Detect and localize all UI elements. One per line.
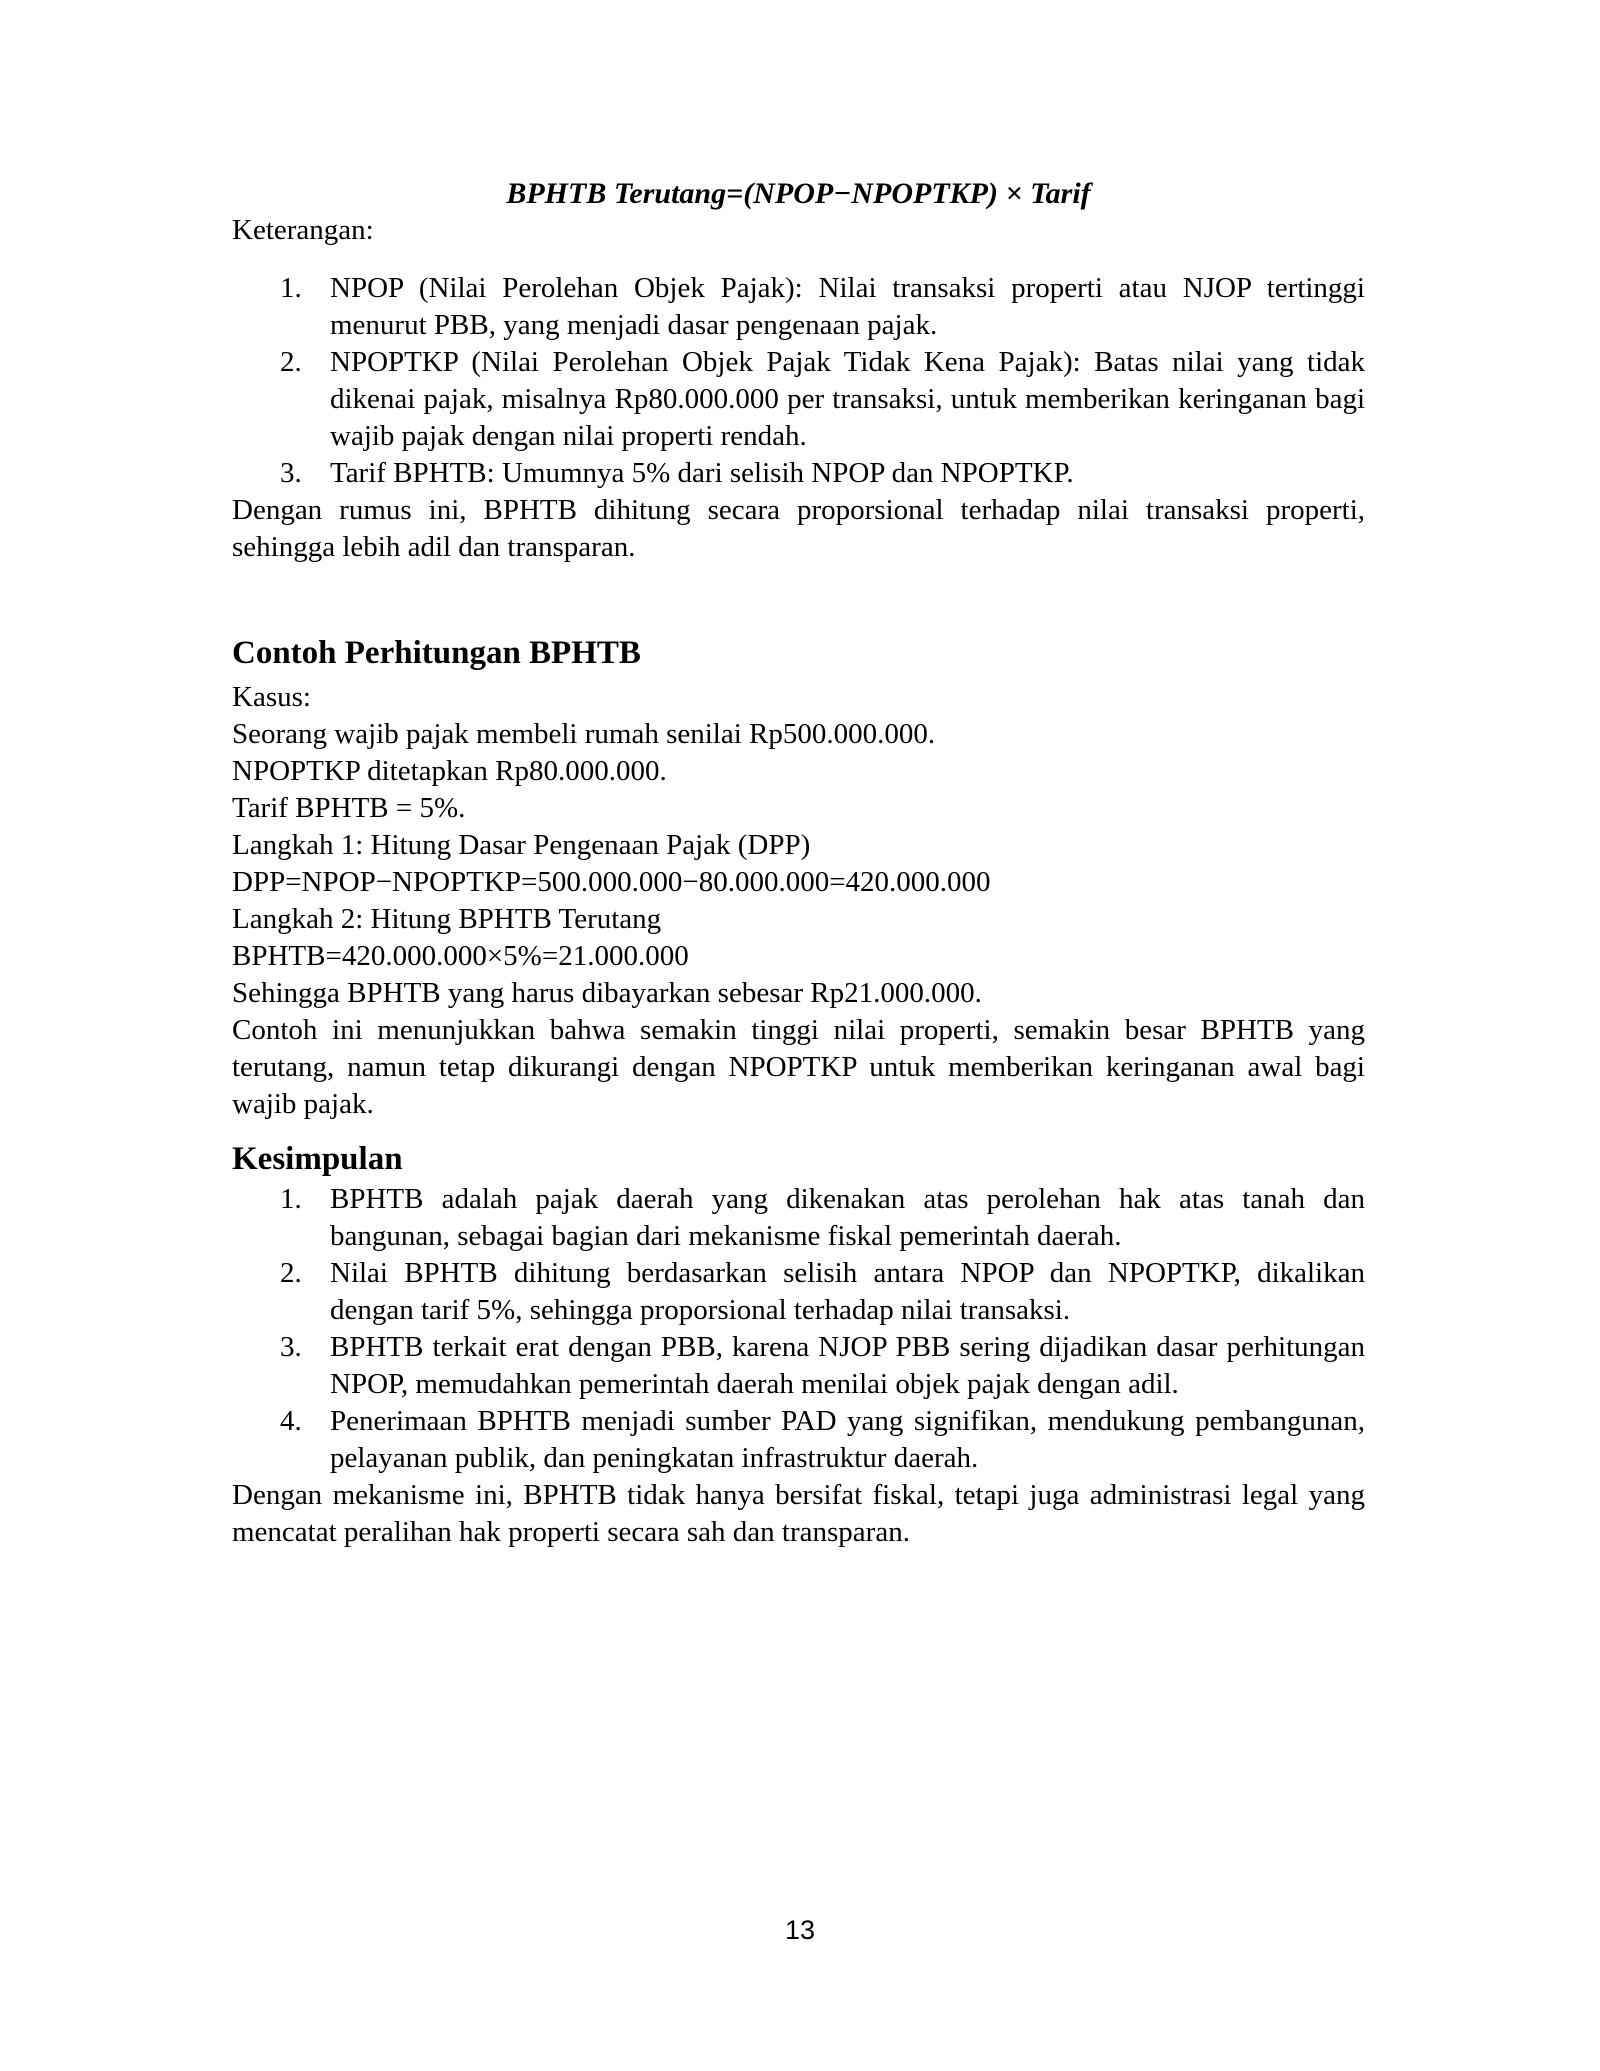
list-marker: 4.	[280, 1405, 302, 1437]
paragraph-bphtb-formula: BPHTB=420.000.000×5%=21.000.000	[232, 940, 689, 972]
list-marker: 1.	[280, 1183, 302, 1215]
paragraph-langkah-1: Langkah 1: Hitung Dasar Pengenaan Pajak (DPP)	[232, 829, 811, 861]
list-item	[232, 1181, 1365, 1255]
list-marker: 1.	[280, 272, 302, 304]
list-item	[232, 270, 1365, 344]
paragraph-keterangan-closing: Dengan rumus ini, BPHTB dihitung secara proporsional terhadap nilai transaksi properti, sehingga lebih adil dan transparan.	[232, 494, 1365, 563]
page-content	[232, 0, 1365, 1551]
list-item-text: BPHTB adalah pajak daerah yang dikenakan atas perolehan hak atas tanah dan bangunan, sebagai bagian dari mekanisme fiskal pemerintah daerah.	[330, 1183, 1365, 1252]
list-item-text: Tarif BPHTB: Umumnya 5% dari selisih NPOP dan NPOPTKP.	[330, 457, 1074, 489]
list-marker: 2.	[280, 346, 302, 378]
list-item	[232, 344, 1365, 455]
list-item-text: Nilai BPHTB dihitung berdasarkan selisih antara NPOP dan NPOPTKP, dikalikan dengan tarif 5%, sehingga proporsional terhadap nilai transaksi.	[330, 1257, 1365, 1326]
keterangan-list	[232, 270, 1365, 492]
list-item-text: NPOP (Nilai Perolehan Objek Pajak): Nilai transaksi properti atau NJOP tertinggi menurut PBB, yang menjadi dasar pengenaan pajak.	[330, 272, 1365, 341]
kasus-label: Kasus:	[232, 681, 311, 713]
list-marker: 3.	[280, 457, 302, 489]
formula-title: BPHTB Terutang=(NPOP−NPOPTKP) × Tarif	[506, 177, 1091, 210]
section-heading-contoh: Contoh Perhitungan BPHTB	[232, 635, 641, 671]
page-number: 13	[784, 1915, 816, 1945]
list-marker: 3.	[280, 1331, 302, 1363]
list-item-text: Penerimaan BPHTB menjadi sumber PAD yang signifikan, mendukung pembangunan, pelayanan publik, dan peningkatan infrastruktur daerah.	[330, 1405, 1365, 1474]
list-item	[232, 1403, 1365, 1477]
paragraph-contoh-closing: Contoh ini menunjukkan bahwa semakin tinggi nilai properti, semakin besar BPHTB yang terutang, namun tetap dikurangi dengan NPOPTKP untuk memberikan keringanan awal bagi wajib pajak.	[232, 1014, 1365, 1120]
paragraph-sehingga: Sehingga BPHTB yang harus dibayarkan sebesar Rp21.000.000.	[232, 977, 982, 1009]
paragraph-npoptkp: NPOPTKP ditetapkan Rp80.000.000.	[232, 755, 667, 787]
paragraph-kesimpulan-closing: Dengan mekanisme ini, BPHTB tidak hanya bersifat fiskal, tetapi juga administrasi legal yang mencatat peralihan hak properti secara sah dan transparan.	[232, 1479, 1365, 1548]
paragraph-langkah-2: Langkah 2: Hitung BPHTB Terutang	[232, 903, 662, 935]
list-item	[232, 455, 1365, 492]
list-item	[232, 1255, 1365, 1329]
paragraph-tarif: Tarif BPHTB = 5%.	[232, 792, 466, 824]
list-item-text: NPOPTKP (Nilai Perolehan Objek Pajak Tidak Kena Pajak): Batas nilai yang tidak dikenai pajak, misalnya Rp80.000.000 per transaksi, untuk memberikan keringanan bagi wajib pajak dengan nilai properti rendah.	[330, 346, 1365, 452]
section-heading-kesimpulan: Kesimpulan	[232, 1141, 403, 1177]
paragraph-kasus-nilai: Seorang wajib pajak membeli rumah senilai Rp500.000.000.	[232, 718, 936, 750]
list-item	[232, 1329, 1365, 1403]
list-item-text: BPHTB terkait erat dengan PBB, karena NJOP PBB sering dijadikan dasar perhitungan NPOP, memudahkan pemerintah daerah menilai objek pajak dengan adil.	[330, 1331, 1365, 1400]
kesimpulan-list	[232, 1181, 1365, 1477]
list-marker: 2.	[280, 1257, 302, 1289]
keterangan-label: Keterangan:	[232, 214, 374, 246]
paragraph-dpp-formula: DPP=NPOP−NPOPTKP=500.000.000−80.000.000=420.000.000	[232, 866, 991, 898]
